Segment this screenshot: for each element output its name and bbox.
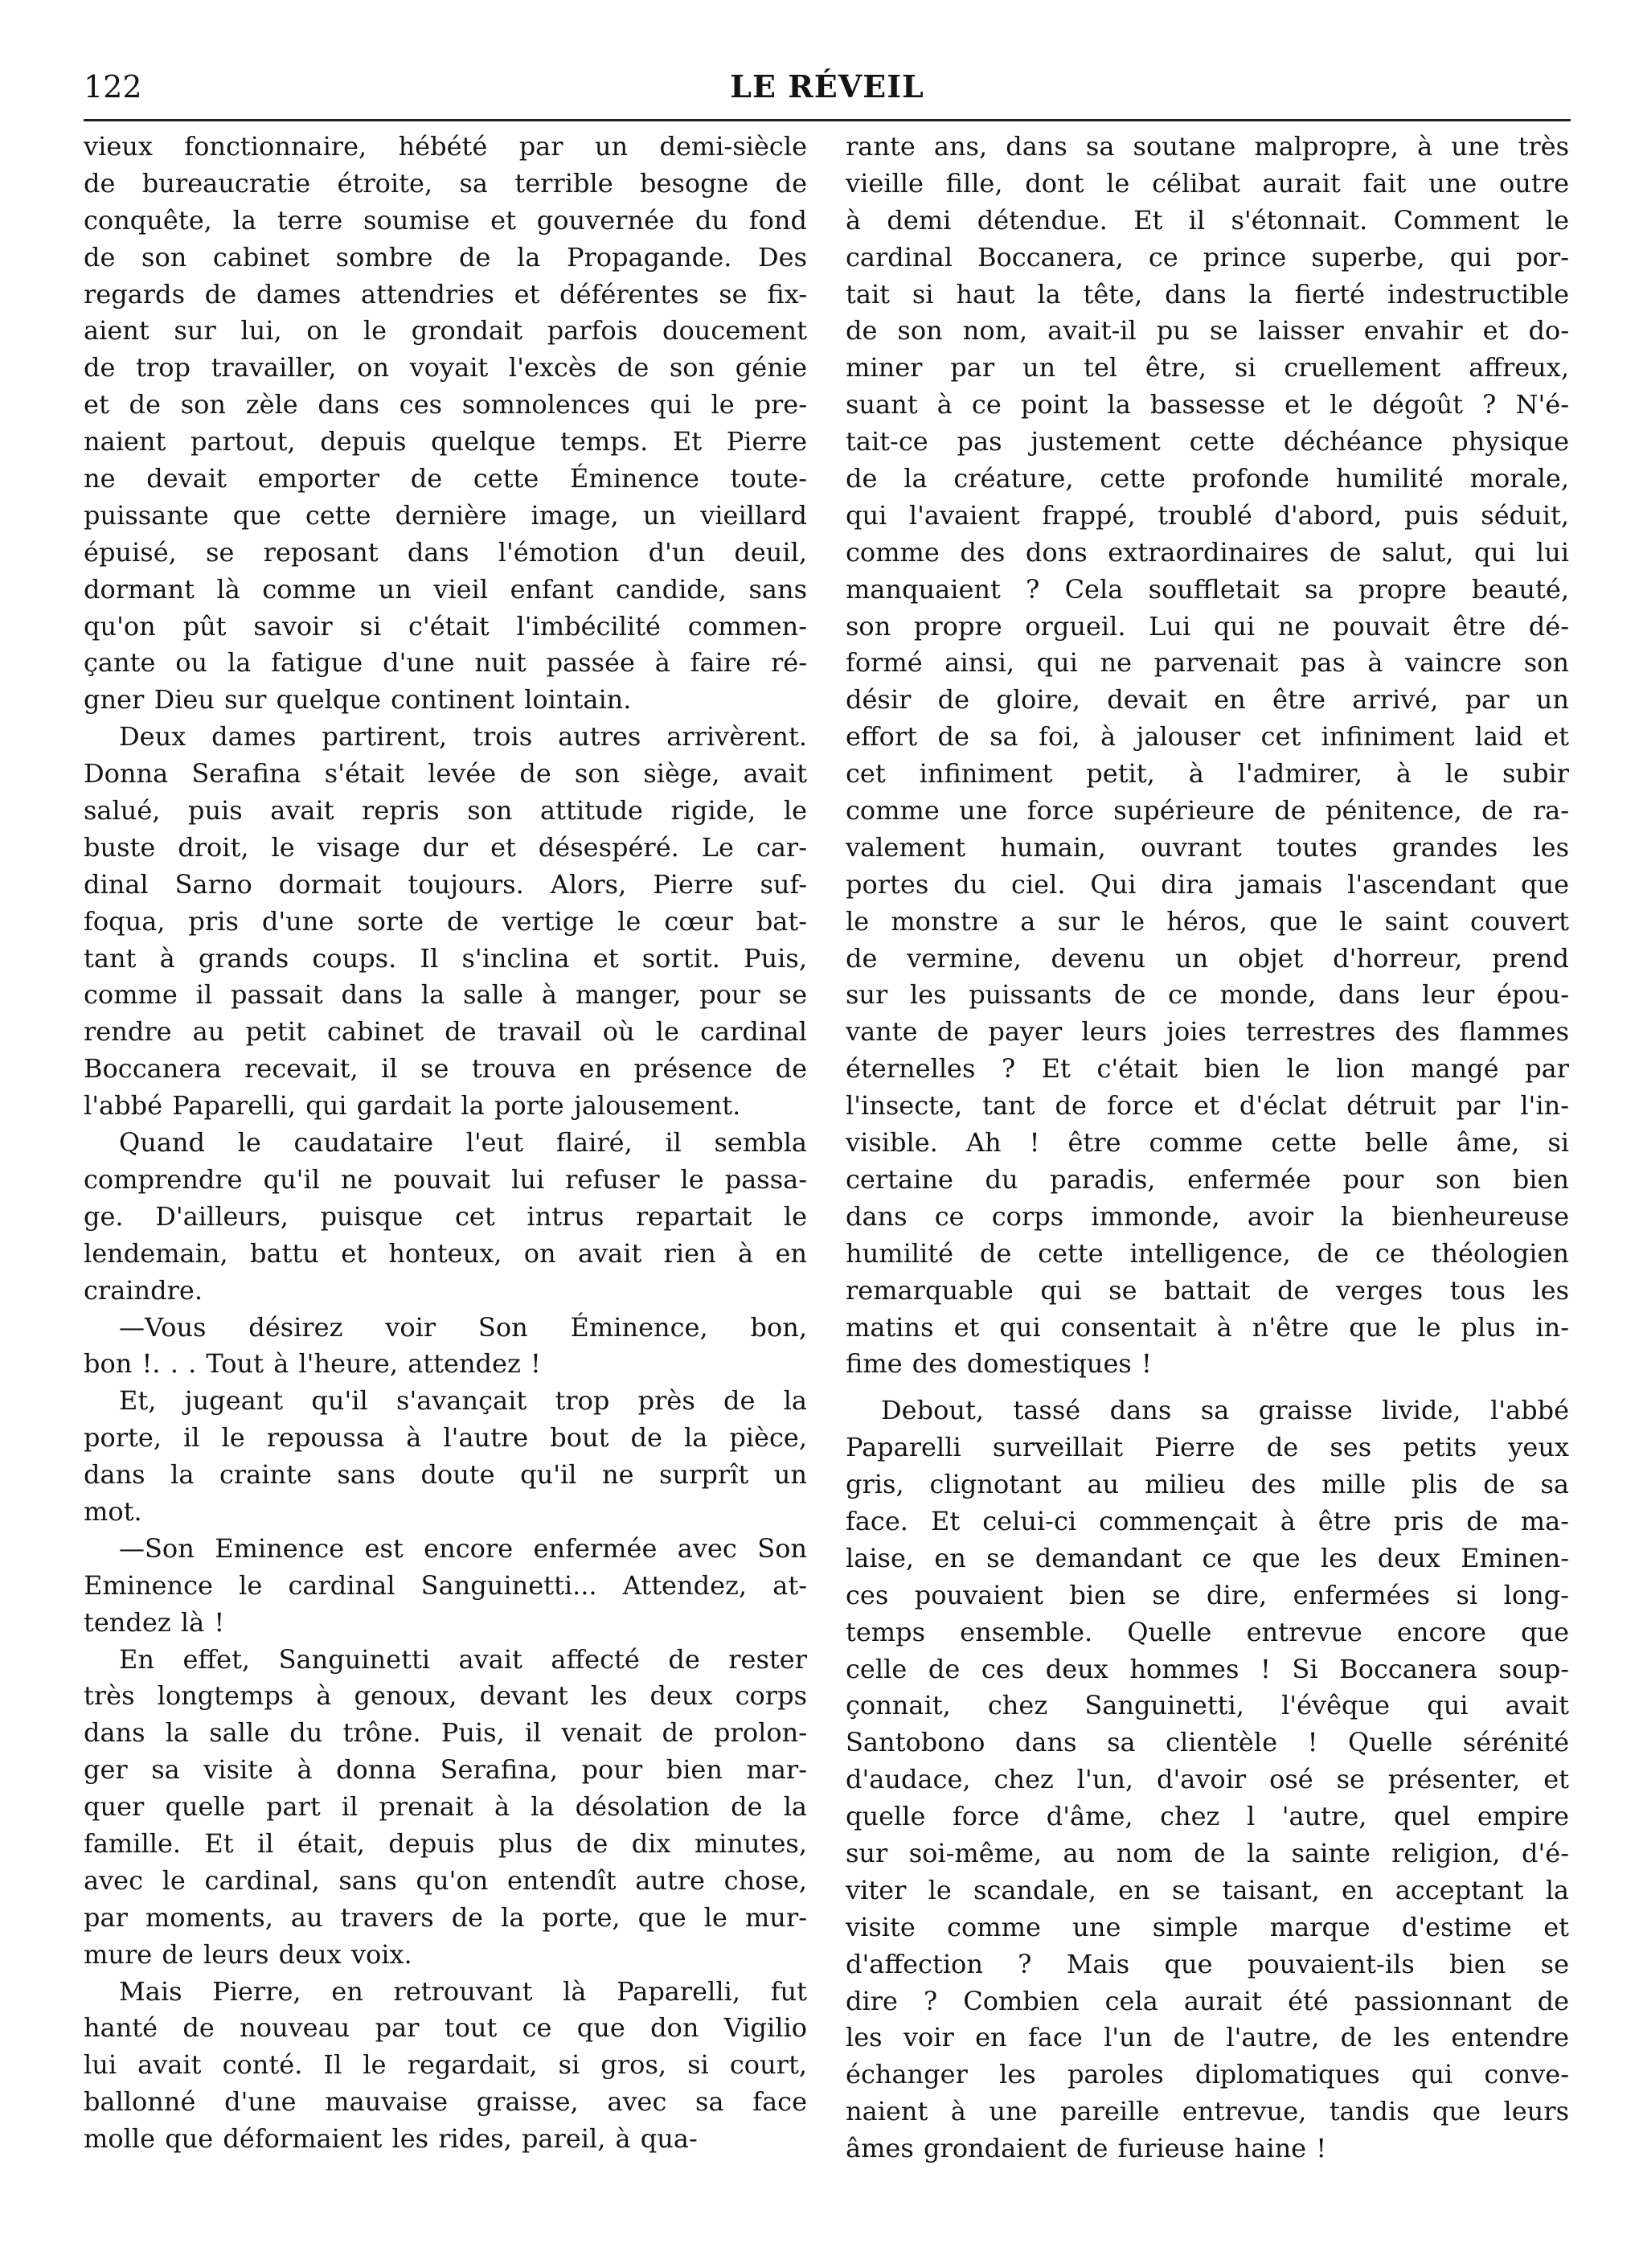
text-line: manquaient ? Cela souffletait sa propre beauté,	[846, 573, 1569, 605]
text-line: l'abbé Paparelli, qui gardait la porte jalousement.	[84, 1090, 741, 1122]
text-line: Quand le caudataire l'eut flairé, il sembla	[119, 1127, 807, 1159]
text-line: aient sur lui, on le grondait parfois doucement	[84, 315, 807, 347]
page-header	[84, 68, 1571, 119]
text-line: comme une force supérieure de pénitence, de ra-	[846, 795, 1569, 826]
text-line: portes du ciel. Qui dira jamais l'ascendant que	[846, 868, 1569, 900]
text-line: porte, il le repoussa à l'autre bout de la pièce,	[84, 1422, 807, 1454]
paragraph	[84, 1642, 807, 1974]
paragraph	[846, 129, 1569, 1383]
text-line: ballonné d'une mauvaise graisse, avec sa face	[84, 2086, 807, 2118]
text-line: salué, puis avait repris son attitude rigide, le	[84, 795, 807, 826]
paragraph	[84, 1383, 807, 1531]
text-line: humilité de cette intelligence, de ce théologien	[846, 1237, 1569, 1269]
text-line: Paparelli surveillait Pierre de ses petits yeux	[846, 1432, 1569, 1463]
paragraph	[846, 1392, 1569, 2168]
text-line: vieille fille, dont le célibat aurait fait une outre	[846, 167, 1569, 199]
text-line: qui l'avaient frappé, troublé d'abord, puis séduit,	[846, 499, 1569, 531]
text-line: Debout, tassé dans sa graisse livide, l'abbé	[881, 1395, 1569, 1426]
text-line: épuisé, se reposant dans l'émotion d'un deuil,	[84, 536, 807, 568]
text-line: Santobono dans sa clientèle ! Quelle sérénité	[846, 1727, 1569, 1758]
text-line: Donna Serafina s'était levée de son siège, avait	[84, 758, 807, 789]
text-line: comme il passait dans la salle à manger, pour se	[84, 979, 807, 1011]
paragraph	[84, 719, 807, 1125]
text-column-right	[846, 129, 1569, 2251]
text-line: dire ? Combien cela aurait été passionnant de	[846, 1985, 1569, 2016]
text-line: craindre.	[84, 1274, 203, 1306]
text-line: de son cabinet sombre de la Propagande. Des	[84, 241, 807, 273]
text-line: hanté de nouveau par tout ce que don Vigilio	[84, 2012, 807, 2044]
text-line: celle de ces deux hommes ! Si Boccanera soup-	[846, 1653, 1569, 1684]
text-line: buste droit, le visage dur et désespéré. Le car-	[84, 831, 807, 863]
paragraph	[84, 1310, 807, 1384]
text-line: rendre au petit cabinet de travail où le cardinal	[84, 1016, 807, 1048]
text-line: l'insecte, tant de force et d'éclat détruit par l'in-	[846, 1090, 1569, 1122]
text-line: tendez là !	[84, 1606, 225, 1638]
paragraph	[84, 1974, 807, 2158]
text-line: de bureaucratie étroite, sa terrible besogne de	[84, 167, 807, 199]
text-line: effort de sa foi, à jalouser cet infiniment laid et	[846, 721, 1569, 753]
text-line: En effet, Sanguinetti avait affecté de rester	[119, 1643, 807, 1675]
text-line: ces pouvaient bien se dire, enfermées si long-	[846, 1579, 1569, 1610]
text-line: lui avait conté. Il le regardait, si gros, si court,	[84, 2049, 807, 2081]
text-line: tait-ce pas justement cette déchéance physique	[846, 426, 1569, 457]
text-line: ge. D'ailleurs, puisque cet intrus repartait le	[84, 1200, 807, 1232]
text-line: dormant là comme un vieil enfant candide, sans	[84, 573, 807, 605]
text-line: fime des domestiques !	[846, 1348, 1152, 1380]
text-line: Eminence le cardinal Sanguinetti... Attendez, at-	[84, 1569, 807, 1601]
text-line: quer quelle part il prenait à la désolation de la	[84, 1791, 807, 1823]
text-line: regards de dames attendries et déférentes se fix-	[84, 278, 807, 310]
text-line: dinal Sarno dormait toujours. Alors, Pierre suf-	[84, 868, 807, 900]
text-line: bon !. . . Tout à l'heure, attendez !	[84, 1348, 541, 1380]
text-line: certaine du paradis, enfermée pour son bien	[846, 1163, 1569, 1195]
text-line: —Son Eminence est encore enfermée avec Son	[119, 1532, 807, 1564]
text-line: cardinal Boccanera, ce prince superbe, qui por-	[846, 241, 1569, 273]
text-line: de trop travailler, on voyait l'excès de son génie	[84, 352, 807, 383]
text-line: quelle force d'âme, chez l 'autre, quel empire	[846, 1801, 1569, 1832]
text-line: comprendre qu'il ne pouvait lui refuser le passa-	[84, 1163, 807, 1195]
text-line: dans la salle du trône. Puis, il venait de prolon-	[84, 1717, 807, 1749]
text-line: de la créature, cette profonde humilité morale,	[846, 463, 1569, 494]
text-line: matins et qui consentait à n'être que le plus in-	[846, 1311, 1569, 1343]
text-line: visite comme une simple marque d'estime et	[846, 1911, 1569, 1942]
text-line: molle que déformaient les rides, pareil, à qua-	[84, 2123, 698, 2155]
text-line: lendemain, battu et honteux, on avait rien à en	[84, 1237, 807, 1269]
text-line: tait si haut la tête, dans la fierté indestructible	[846, 278, 1569, 310]
header-rule	[84, 119, 1571, 121]
text-line: désir de gloire, devait en être arrivé, par un	[846, 684, 1569, 716]
running-title: LE RÉVEIL	[730, 68, 924, 105]
text-line: çonnait, chez Sanguinetti, l'évêque qui avait	[846, 1690, 1569, 1721]
text-line: conquête, la terre soumise et gouvernée du fond	[84, 204, 807, 236]
text-line: par moments, au travers de la porte, que le mur-	[84, 1901, 807, 1933]
text-line: et de son zèle dans ces somnolences qui le pre-	[84, 389, 807, 420]
text-line: naient à une pareille entrevue, tandis que leurs	[846, 2096, 1569, 2127]
text-line: ne devait emporter de cette Éminence toute-	[84, 463, 807, 494]
text-line: de son nom, avait-il pu se laisser envahir et do-	[846, 315, 1569, 347]
text-line: —Vous désirez voir Son Éminence, bon,	[119, 1311, 807, 1343]
text-line: gris, clignotant au milieu des mille plis de sa	[846, 1469, 1569, 1500]
text-line: temps ensemble. Quelle entrevue encore que	[846, 1616, 1569, 1647]
text-line: échanger les paroles diplomatiques qui conve-	[846, 2059, 1569, 2090]
text-line: les voir en face l'un de l'autre, de les entendre	[846, 2022, 1569, 2053]
text-line: Et, jugeant qu'il s'avançait trop près de la	[119, 1385, 807, 1417]
paragraph-gap	[846, 1383, 1569, 1392]
text-line: avec le cardinal, sans qu'on entendît autre chose,	[84, 1864, 807, 1896]
text-line: rante ans, dans sa soutane malpropre, à une très	[846, 131, 1569, 162]
text-line: tant à grands coups. Il s'inclina et sortit. Puis,	[84, 942, 807, 974]
text-line: remarquable qui se battait de verges tous les	[846, 1274, 1569, 1306]
text-line: Deux dames partirent, trois autres arrivèrent.	[119, 721, 807, 753]
text-line: çante ou la fatigue d'une nuit passée à faire ré-	[84, 647, 807, 679]
text-column-left	[84, 129, 807, 2251]
text-line: laise, en se demandant ce que les deux Eminen-	[846, 1542, 1569, 1573]
text-line: suant à ce point la bassesse et le dégoût ? N'é-	[846, 389, 1569, 420]
text-line: foqua, pris d'une sorte de vertige le cœur bat-	[84, 905, 807, 937]
text-line: âmes grondaient de furieuse haine !	[846, 2133, 1327, 2164]
text-line: face. Et celui-ci commençait à être pris de ma-	[846, 1505, 1569, 1536]
text-line: puissante que cette dernière image, un vieillard	[84, 499, 807, 531]
text-line: éternelles ? Et c'était bien le lion mangé par	[846, 1053, 1569, 1085]
text-line: dans ce corps immonde, avoir la bienheureuse	[846, 1200, 1569, 1232]
text-line: valement humain, ouvrant toutes grandes les	[846, 831, 1569, 863]
text-line: sur les puissants de ce monde, dans leur épou-	[846, 979, 1569, 1011]
text-line: dans la crainte sans doute qu'il ne surprît un	[84, 1459, 807, 1491]
text-line: famille. Et il était, depuis plus de dix minutes,	[84, 1827, 807, 1859]
text-line: de vermine, devenu un objet d'horreur, prend	[846, 942, 1569, 974]
text-line: à demi détendue. Et il s'étonnait. Comment le	[846, 204, 1569, 236]
paragraph	[84, 1531, 807, 1642]
text-line: naient partout, depuis quelque temps. Et Pierre	[84, 426, 807, 457]
text-line: ger sa visite à donna Serafina, pour bien mar-	[84, 1754, 807, 1786]
text-line: vante de payer leurs joies terrestres des flammes	[846, 1016, 1569, 1048]
paragraph	[84, 129, 807, 719]
text-line: d'affection ? Mais que pouvaient-ils bien se	[846, 1948, 1569, 1979]
text-line: qu'on pût savoir si c'était l'imbécilité commen-	[84, 610, 807, 642]
text-line: son propre orgueil. Lui qui ne pouvait être dé-	[846, 610, 1569, 642]
text-line: sur soi-même, au nom de la sainte religion, d'é-	[846, 1837, 1569, 1868]
text-line: vieux fonctionnaire, hébété par un demi-siècle	[84, 131, 807, 162]
text-line: Mais Pierre, en retrouvant là Paparelli, fut	[119, 1975, 807, 2007]
text-line: viter le scandale, en se taisant, en acceptant la	[846, 1874, 1569, 1905]
text-line: le monstre a sur le héros, que le saint couvert	[846, 905, 1569, 937]
text-line: très longtemps à genoux, devant les deux corps	[84, 1680, 807, 1712]
paragraph	[84, 1125, 807, 1309]
text-line: Boccanera recevait, il se trouva en présence de	[84, 1053, 807, 1085]
text-line: gner Dieu sur quelque continent lointain.	[84, 684, 632, 716]
text-line: miner par un tel être, si cruellement affreux,	[846, 352, 1569, 383]
text-line: d'audace, chez l'un, d'avoir osé se présenter, et	[846, 1764, 1569, 1795]
text-line: comme des dons extraordinaires de salut, qui lui	[846, 536, 1569, 568]
text-line: mot.	[84, 1495, 142, 1527]
text-line: visible. Ah ! être comme cette belle âme, si	[846, 1127, 1569, 1159]
text-line: formé ainsi, qui ne parvenait pas à vaincre son	[846, 647, 1569, 679]
text-line: cet infiniment petit, à l'admirer, à le subir	[846, 758, 1569, 789]
text-line: mure de leurs deux voix.	[84, 1938, 412, 1970]
page-number: 122	[84, 69, 142, 105]
